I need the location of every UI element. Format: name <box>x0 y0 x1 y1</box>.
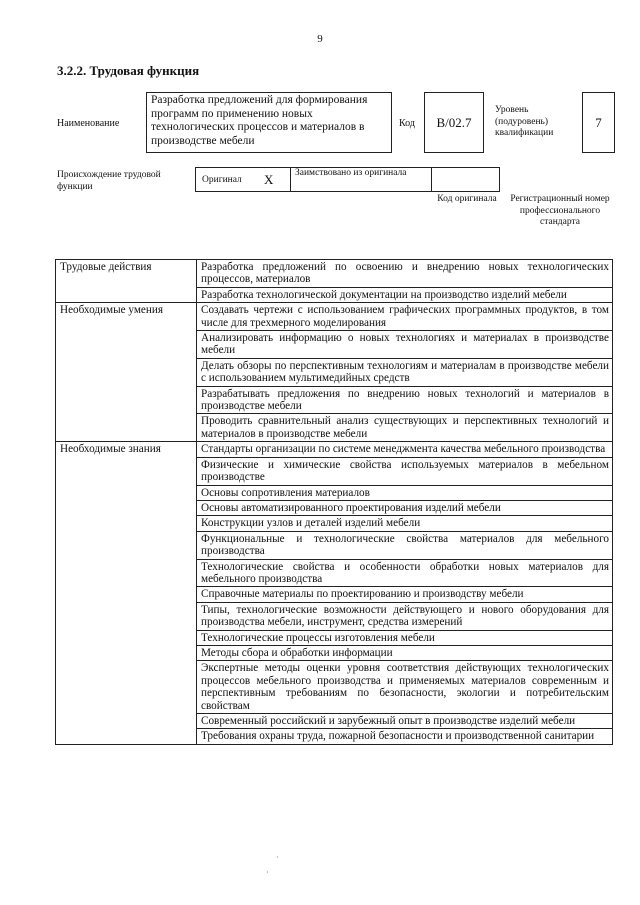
requirement-item: Делать обзоры по перспективным технологиям и материалам в производстве мебели с использованием мультимедийных средств <box>197 358 613 386</box>
reg-number-caption: Регистрационный номер профессионального стандарта <box>510 194 610 227</box>
code-original-caption: Код оригинала <box>437 194 497 204</box>
requirement-item: Технологические свойства и особенности обработки новых материалов для мебельного производства <box>197 559 613 587</box>
requirement-item: Физические и химические свойства используемых материалов в мебельном производстве <box>197 457 613 485</box>
level-value: 7 <box>595 114 602 130</box>
requirement-item: Типы, технологические возможности действующего и нового оборудования для производства мебели, инструмент, средства измерений <box>197 602 613 630</box>
origin-divider-1 <box>290 168 291 191</box>
origin-divider-2 <box>431 168 432 191</box>
requirement-item: Основы автоматизированного проектирования изделий мебели <box>197 500 613 515</box>
requirement-item: Создавать чертежи с использованием графических программных продуктов, в том числе для трехмерного моделирования <box>197 303 613 331</box>
requirement-item: Анализировать информацию о новых технологиях и материалах в производстве мебели <box>197 331 613 359</box>
page-number: 9 <box>317 33 323 45</box>
table-row <box>56 260 613 288</box>
original-label: Оригинал <box>202 175 242 185</box>
requirements-table <box>55 259 613 745</box>
function-name-box: Разработка предложений для формирования программ по применению новых технологических процессов и материалов в производстве мебели <box>146 92 392 153</box>
scan-mark: · <box>266 868 269 877</box>
requirement-item: Справочные материалы по проектированию и производству мебели <box>197 587 613 602</box>
code-value-box <box>424 92 484 153</box>
requirement-item: Функциональные и технологические свойства материалов для мебельного производства <box>197 531 613 559</box>
category-cell: Трудовые действия <box>56 260 197 303</box>
origin-label: Происхождение трудовой функции <box>57 170 161 192</box>
requirement-item: Проводить сравнительный анализ существующих и перспективных технологий и материалов в производстве мебели <box>197 414 613 442</box>
level-value-box <box>582 92 615 153</box>
name-label: Наименование <box>57 118 120 129</box>
code-value: В/02.7 <box>436 114 472 130</box>
table-row <box>56 442 613 457</box>
requirement-item: Экспертные методы оценки уровня соответствия действующих технологических процессов мебельного производства и применяемых материалов современным и перспективным требованиям по безопасности, экологии и потребительским свойствам <box>197 661 613 714</box>
code-label: Код <box>399 118 415 129</box>
table-row <box>56 303 613 331</box>
requirement-item: Разработка технологической документации на производство изделий мебели <box>197 287 613 302</box>
requirement-item: Основы сопротивления материалов <box>197 485 613 500</box>
category-cell: Необходимые умения <box>56 303 197 442</box>
section-title: 3.2.2. Трудовая функция <box>57 63 200 78</box>
requirement-item: Разрабатывать предложения по внедрению новых технологий и материалов в производстве мебели <box>197 386 613 414</box>
requirement-item: Методы сбора и обработки информации <box>197 645 613 660</box>
requirement-item: Стандарты организации по системе менеджмента качества мебельного производства <box>197 442 613 457</box>
borrowed-label: Заимствовано из оригинала <box>295 168 407 178</box>
requirement-item: Требования охраны труда, пожарной безопасности и производственной санитарии <box>197 729 613 744</box>
requirement-item: Конструкции узлов и деталей изделий мебели <box>197 516 613 531</box>
requirement-item: Технологические процессы изготовления мебели <box>197 630 613 645</box>
requirement-item: Разработка предложений по освоению и внедрению новых технологических процессов, материалов <box>197 260 613 288</box>
original-mark: X <box>264 172 274 187</box>
requirement-item: Современный российский и зарубежный опыт в производстве изделий мебели <box>197 714 613 729</box>
origin-table <box>195 167 500 192</box>
category-cell: Необходимые знания <box>56 442 197 745</box>
scan-mark: · <box>276 853 279 862</box>
level-label: Уровень (подуровень) квалификации <box>495 105 554 138</box>
